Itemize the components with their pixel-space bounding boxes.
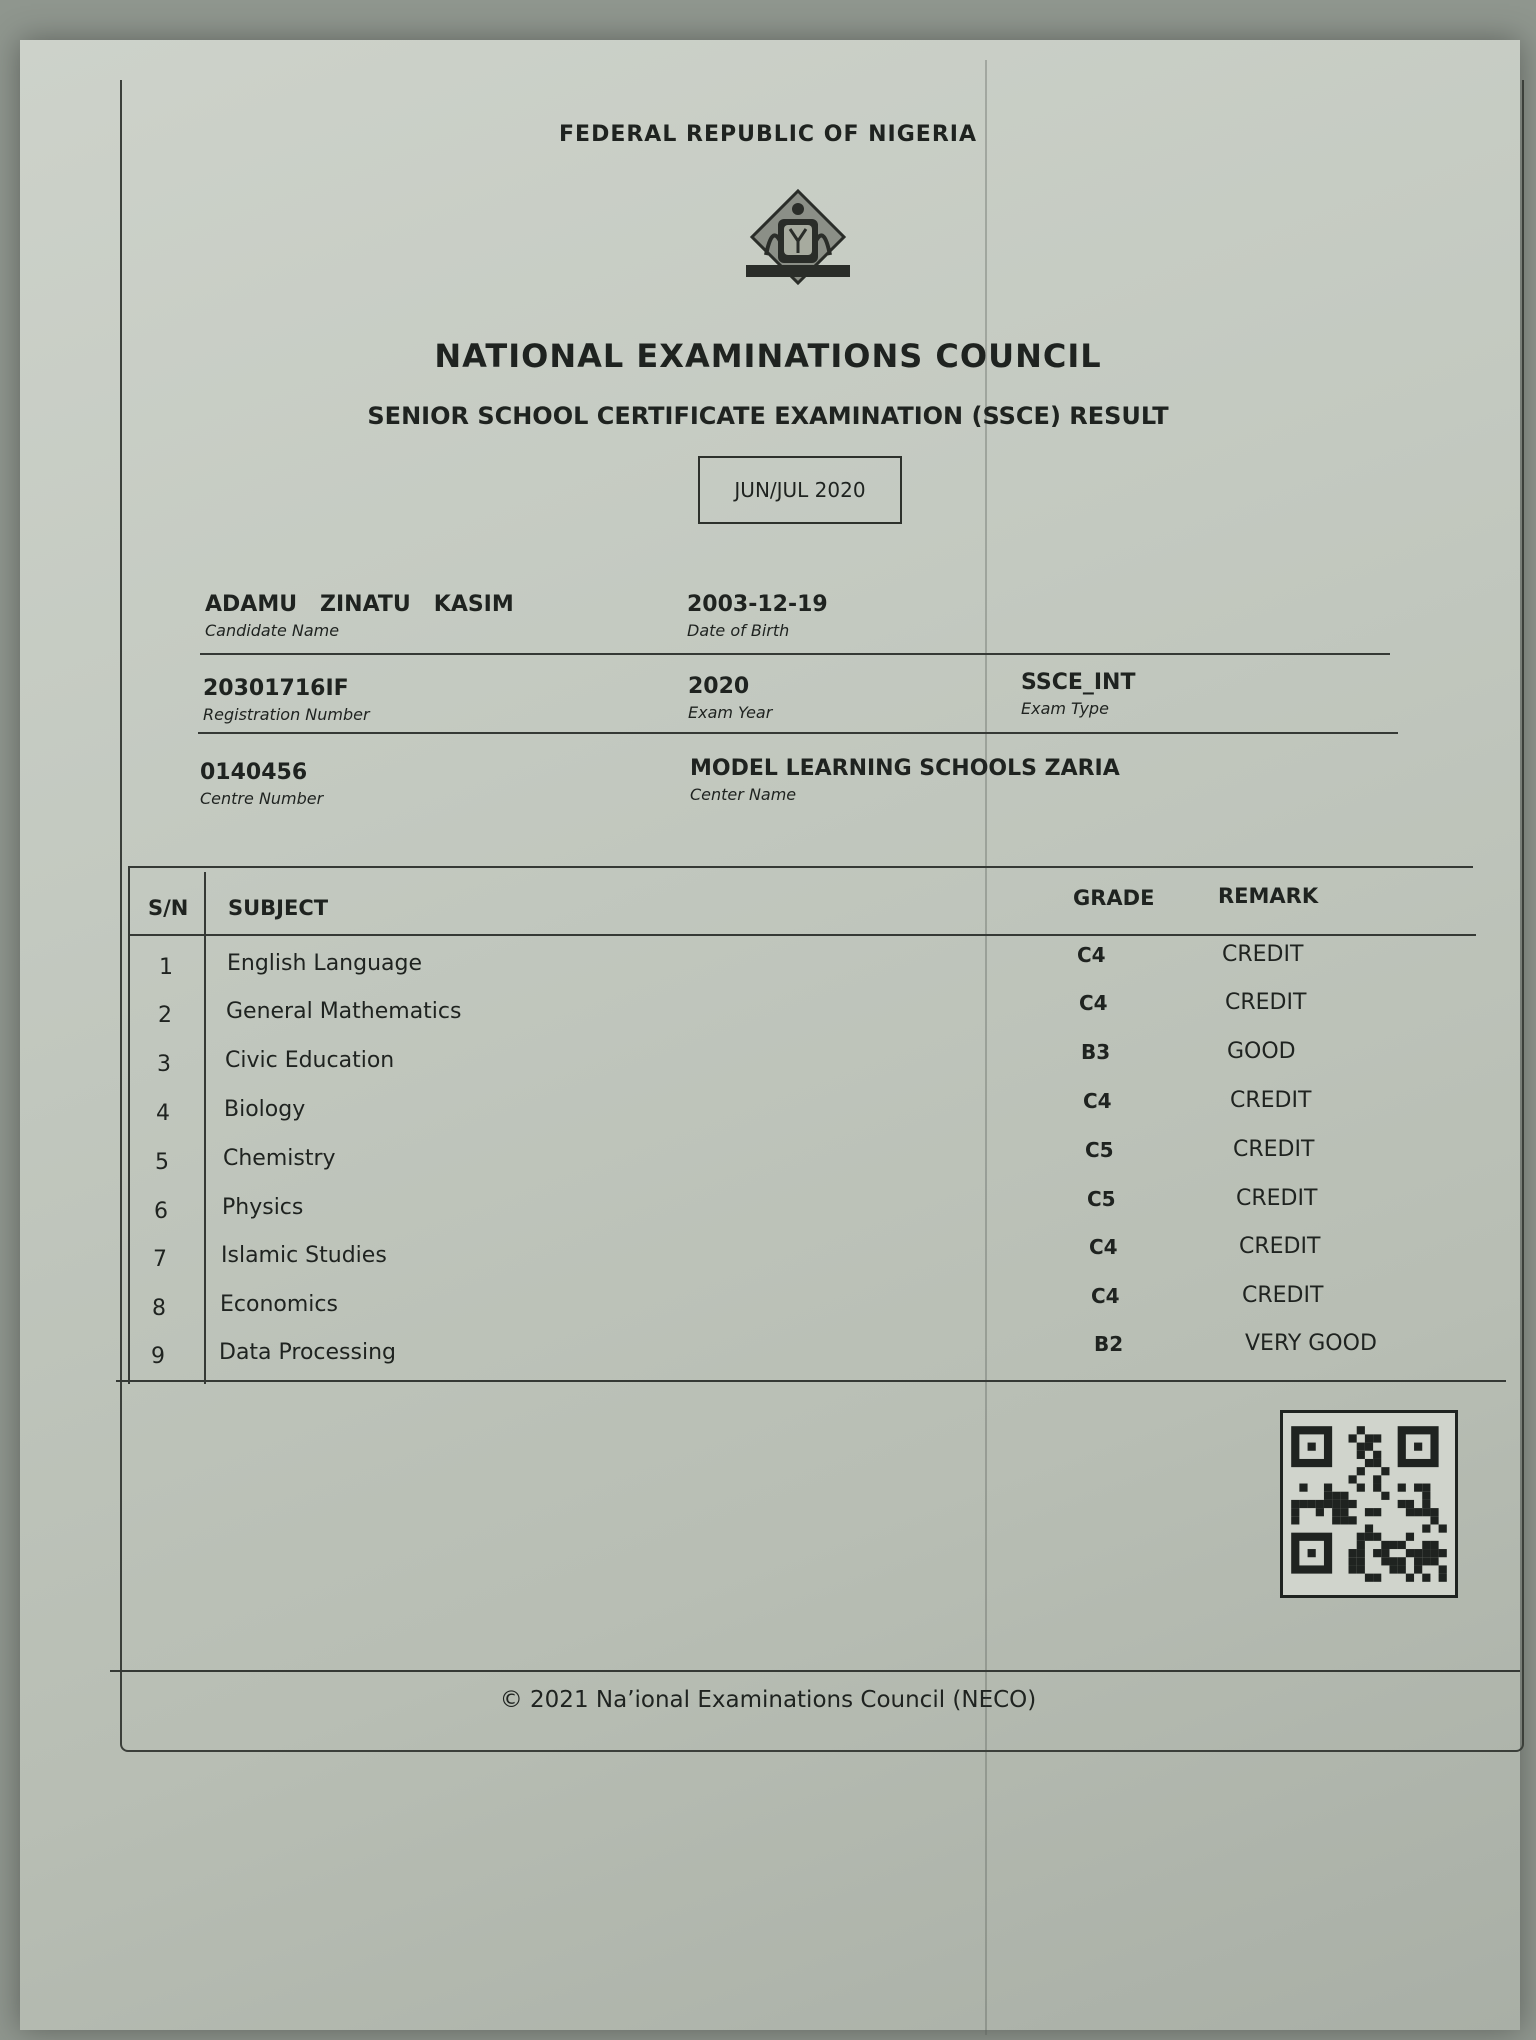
footer-copyright: © 2021 Na’ional Examinations Council (NECO) [499, 1687, 1037, 1713]
exam-year: 2020 [688, 674, 750, 699]
exam-year-field [688, 674, 772, 722]
row-remark: CREDIT [1239, 1234, 1321, 1259]
row-sn: 7 [153, 1247, 167, 1272]
centre-name: MODEL LEARNING SCHOOLS ZARIA [690, 756, 1120, 781]
table-left-border [128, 866, 130, 1384]
row-subject: Economics [220, 1292, 338, 1317]
exam-title: SENIOR SCHOOL CERTIFICATE EXAMINATION (SSCE) RESULT [367, 402, 1169, 430]
row-subject: Biology [224, 1097, 306, 1122]
row-remark: GOOD [1227, 1039, 1296, 1064]
header-subject: SUBJECT [228, 896, 329, 920]
row-sn: 2 [158, 1003, 172, 1028]
row-grade: B2 [1094, 1332, 1124, 1356]
row-subject: Islamic Studies [221, 1243, 387, 1268]
exam-year-label: Exam Year [688, 703, 773, 722]
qr-code-graphic [1283, 1413, 1455, 1595]
council-title: NATIONAL EXAMINATIONS COUNCIL [434, 337, 1102, 375]
row-sn: 8 [152, 1296, 166, 1321]
exam-type: SSCE_INT [1021, 670, 1136, 695]
divider [198, 732, 1398, 734]
session-box: JUN/JUL 2020 [698, 456, 902, 524]
row-subject: English Language [227, 951, 423, 976]
footer-divider [110, 1670, 1520, 1672]
header-sn: S/N [148, 896, 189, 920]
row-subject: Chemistry [223, 1146, 336, 1171]
row-sn: 6 [154, 1199, 168, 1224]
row-subject: Civic Education [225, 1048, 395, 1073]
row-remark: CREDIT [1236, 1186, 1318, 1211]
row-sn: 9 [151, 1344, 165, 1369]
row-sn: 5 [155, 1150, 169, 1175]
country-title: FEDERAL REPUBLIC OF NIGERIA [559, 122, 977, 147]
centre-number: 0140456 [200, 760, 308, 785]
row-grade: C4 [1083, 1089, 1112, 1113]
row-sn: 3 [157, 1052, 171, 1077]
dob-field [687, 592, 828, 640]
table-column-divider [204, 872, 206, 1384]
reg-number: 20301716IF [203, 676, 349, 701]
row-sn: 1 [159, 955, 173, 980]
table-header-border [128, 934, 1476, 936]
row-subject: General Mathematics [226, 999, 462, 1024]
centre-name-label: Center Name [690, 785, 797, 804]
table-top-border [128, 866, 1473, 868]
row-grade: C5 [1087, 1187, 1116, 1211]
table-bottom-border [116, 1380, 1506, 1382]
centre-name-field [690, 756, 1120, 804]
candidate-name: ADAMU ZINATU KASIM [205, 592, 514, 617]
qr-code-icon [1280, 1410, 1458, 1598]
header-remark: REMARK [1218, 884, 1319, 908]
row-grade: B3 [1081, 1040, 1111, 1064]
row-remark: CREDIT [1222, 942, 1304, 967]
reg-number-field [203, 676, 370, 724]
candidate-name-field [205, 592, 514, 640]
row-remark: CREDIT [1233, 1137, 1315, 1162]
candidate-name-label: Candidate Name [205, 621, 340, 640]
row-sn: 4 [156, 1101, 170, 1126]
row-grade: C5 [1085, 1138, 1114, 1162]
row-remark: CREDIT [1230, 1088, 1312, 1113]
header-grade: GRADE [1073, 886, 1155, 910]
exam-type-field [1021, 670, 1135, 718]
row-grade: C4 [1077, 943, 1106, 967]
row-remark: CREDIT [1225, 990, 1307, 1015]
row-grade: C4 [1089, 1235, 1118, 1259]
exam-type-label: Exam Type [1021, 699, 1109, 718]
row-remark: CREDIT [1242, 1283, 1324, 1308]
centre-number-label: Centre Number [200, 789, 324, 808]
row-subject: Data Processing [219, 1340, 396, 1365]
row-remark: VERY GOOD [1245, 1331, 1377, 1356]
dob-value: 2003-12-19 [687, 592, 828, 617]
row-grade: C4 [1079, 991, 1108, 1015]
row-grade: C4 [1091, 1284, 1120, 1308]
row-subject: Physics [222, 1195, 304, 1220]
coat-of-arms-icon [738, 185, 858, 290]
reg-number-label: Registration Number [203, 705, 370, 724]
centre-number-field [200, 760, 323, 808]
divider [200, 653, 1390, 655]
dob-label: Date of Birth [687, 621, 790, 640]
